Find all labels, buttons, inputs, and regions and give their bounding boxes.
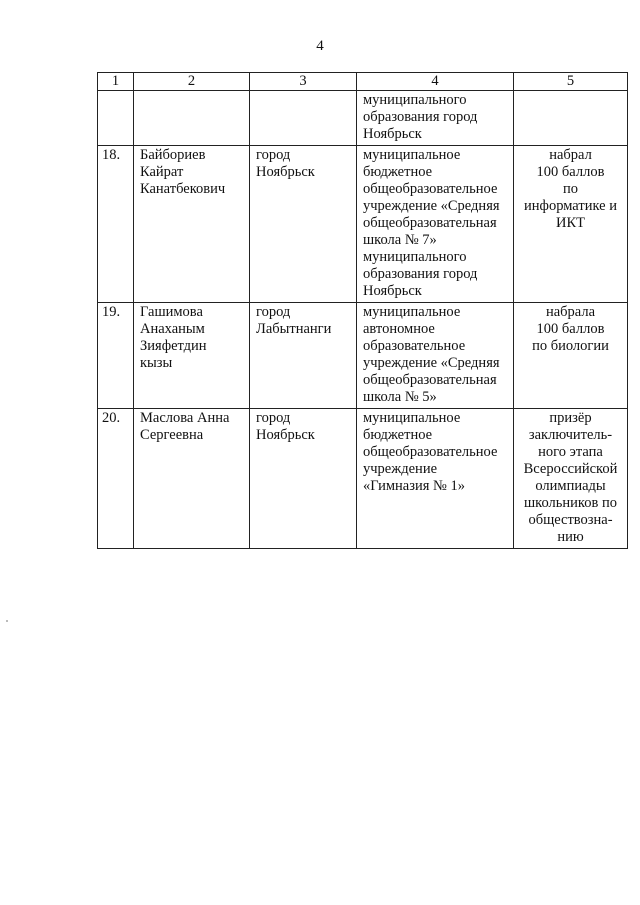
cell-school: [357, 146, 514, 303]
cell-city-line: город: [256, 147, 291, 163]
cell-city: [250, 409, 357, 549]
column-header-achievement: 5: [514, 73, 628, 91]
cell-achievement: [514, 409, 628, 549]
cell-city: [250, 146, 357, 303]
cell-city-line: город: [256, 410, 291, 426]
cell-number: 18.: [98, 146, 134, 303]
table-row: [98, 303, 628, 409]
column-header-city: 3: [250, 73, 357, 91]
cell-achievement: [514, 303, 628, 409]
cell-achievement-line: ного этапа: [538, 444, 603, 460]
cell-city-line: Ноябрьск: [256, 427, 315, 443]
column-header-name: 2: [134, 73, 250, 91]
cell-school-line: общеобразовательная: [363, 372, 497, 388]
cell-city: [250, 91, 357, 146]
cell-school: [357, 91, 514, 146]
cell-achievement-line: нию: [557, 529, 584, 545]
cell-school-line: учреждение «Средняя: [363, 355, 500, 371]
cell-name-line: Байбориев: [140, 147, 206, 163]
cell-achievement-line: олимпиады: [535, 478, 606, 494]
page-number: 4: [316, 38, 324, 54]
cell-achievement-line: ИКТ: [556, 215, 585, 231]
cell-school-line: школа № 5»: [363, 389, 437, 405]
cell-city: [250, 303, 357, 409]
cell-achievement-line: заключитель-: [528, 427, 613, 443]
cell-name-line: Гашимова: [140, 304, 203, 320]
cell-school-line: муниципального: [363, 249, 467, 265]
cell-achievement-line: 100 баллов: [536, 164, 605, 180]
cell-achievement-line: 100 баллов: [536, 321, 605, 337]
cell-school-line: школа № 7»: [363, 232, 437, 248]
cell-school-line: муниципальное: [363, 147, 461, 163]
cell-achievement: [514, 91, 628, 146]
cell-school-line: «Гимназия № 1»: [363, 478, 465, 494]
cell-name-line: Анаханым: [140, 321, 205, 337]
scan-speck: [6, 620, 8, 622]
cell-achievement-line: школьников по: [524, 495, 617, 511]
cell-school: [357, 409, 514, 549]
cell-name-line: Кайрат: [140, 164, 184, 180]
cell-achievement-line: обществозна-: [528, 512, 613, 528]
cell-name-line: Зияфетдин: [140, 338, 207, 354]
cell-school-line: образования город: [363, 109, 478, 125]
cell-school-line: бюджетное: [363, 427, 433, 443]
table-header-row: [98, 73, 628, 91]
cell-school-line: образовательное: [363, 338, 466, 354]
cell-school-line: общеобразовательная: [363, 215, 497, 231]
cell-school: [357, 303, 514, 409]
cell-name-line: Сергеевна: [140, 427, 204, 443]
cell-school-line: образования город: [363, 266, 478, 282]
table-body: [98, 91, 628, 549]
cell-name-line: Канатбекович: [140, 181, 226, 197]
cell-achievement-line: по биологии: [532, 338, 609, 354]
cell-name: [134, 409, 250, 549]
cell-achievement-line: набрал: [549, 147, 592, 163]
table-row: [98, 91, 628, 146]
cell-city-line: Ноябрьск: [256, 164, 315, 180]
cell-number: 19.: [98, 303, 134, 409]
cell-school-line: общеобразовательное: [363, 181, 498, 197]
cell-school-line: Ноябрьск: [363, 126, 422, 142]
cell-name: [134, 91, 250, 146]
cell-school-line: муниципального: [363, 92, 467, 108]
cell-school-line: автономное: [363, 321, 435, 337]
cell-number: [98, 91, 134, 146]
cell-achievement: [514, 146, 628, 303]
cell-school-line: общеобразовательное: [363, 444, 498, 460]
cell-achievement-line: информатике и: [524, 198, 617, 214]
cell-school-line: учреждение «Средняя: [363, 198, 500, 214]
cell-achievement-line: по: [562, 181, 578, 197]
cell-school-line: Ноябрьск: [363, 283, 422, 299]
table-row: [98, 146, 628, 303]
cell-achievement-line: набрала: [545, 304, 596, 320]
table-row: [98, 409, 628, 549]
column-header-number: 1: [98, 73, 134, 91]
cell-number: 20.: [98, 409, 134, 549]
students-table: [97, 72, 628, 549]
cell-school-line: муниципальное: [363, 304, 461, 320]
cell-achievement-line: призёр: [549, 410, 592, 426]
cell-name: [134, 146, 250, 303]
cell-name-line: кызы: [140, 355, 173, 371]
cell-achievement-line: Всероссийской: [523, 461, 618, 477]
cell-school-line: бюджетное: [363, 164, 433, 180]
cell-name: [134, 303, 250, 409]
cell-name-line: Маслова Анна: [140, 410, 230, 426]
cell-school-line: учреждение: [363, 461, 438, 477]
cell-city-line: Лабытнанги: [256, 321, 332, 337]
cell-city-line: город: [256, 304, 291, 320]
cell-school-line: муниципальное: [363, 410, 461, 426]
column-header-school: 4: [357, 73, 514, 91]
